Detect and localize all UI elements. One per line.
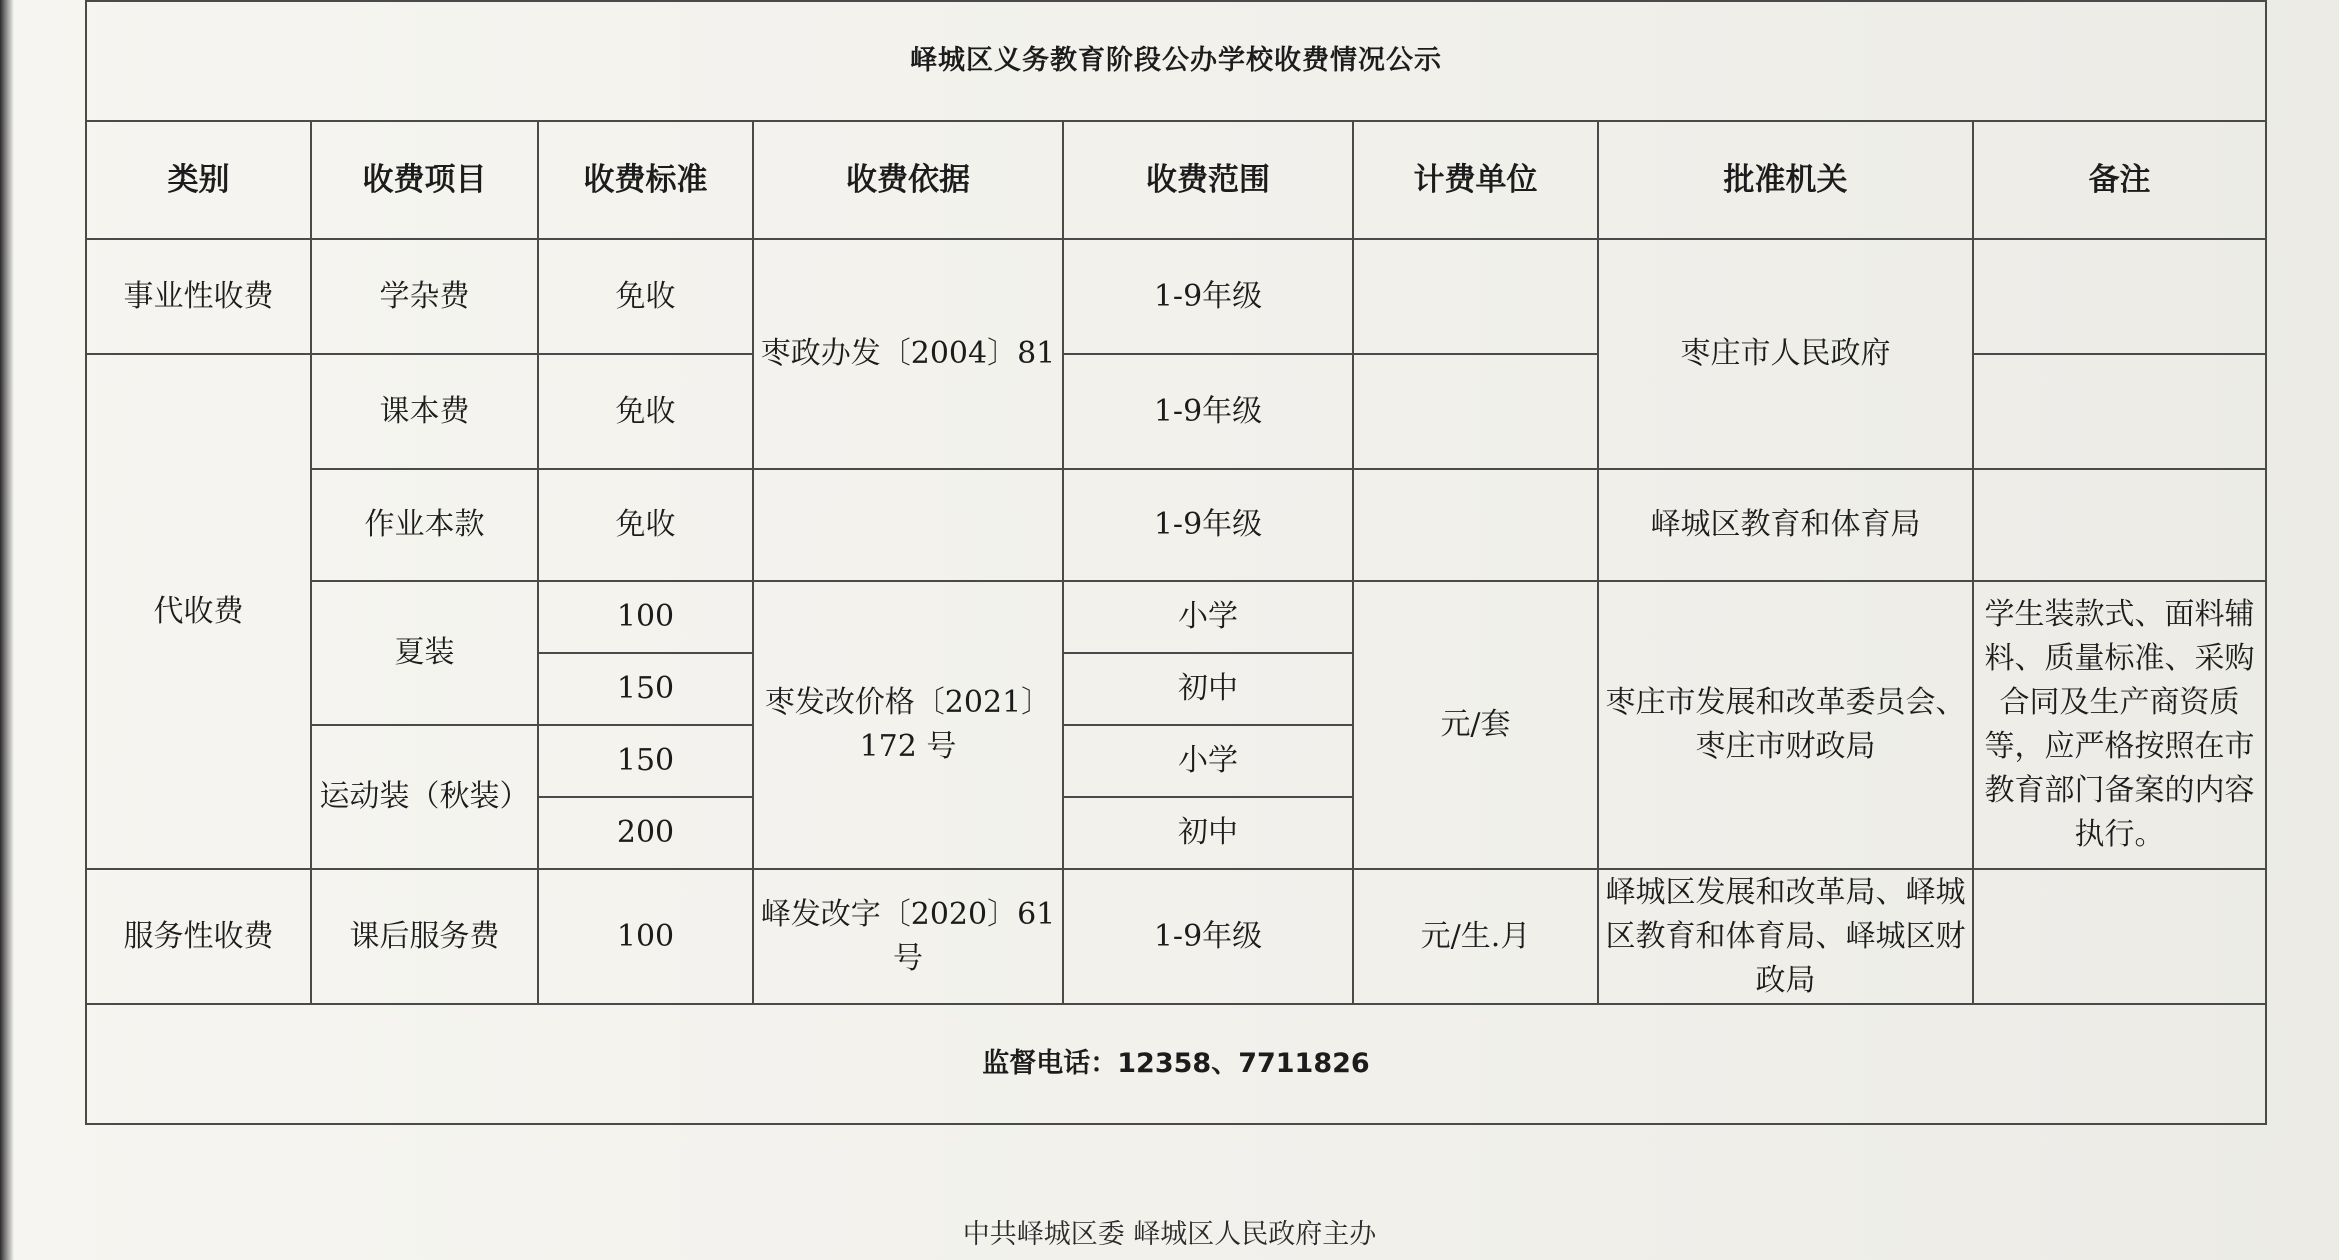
note-cell <box>1973 469 2266 581</box>
scope-cell: 1-9年级 <box>1063 354 1353 469</box>
unit-cell <box>1353 469 1598 581</box>
header-category: 类别 <box>86 121 311 239</box>
item-cell-sports-uniform: 运动装（秋装） <box>311 725 538 869</box>
unit-cell <box>1353 239 1598 354</box>
scope-cell: 1-9年级 <box>1063 469 1353 581</box>
scope-cell: 初中 <box>1063 797 1353 869</box>
authority-cell-uniform: 枣庄市发展和改革委员会、枣庄市财政局 <box>1598 581 1973 869</box>
standard-cell: 150 <box>538 653 753 725</box>
unit-cell: 元/生.月 <box>1353 869 1598 1004</box>
note-cell <box>1973 354 2266 469</box>
supervision-phone: 监督电话：12358、7711826 <box>86 1004 2266 1124</box>
item-cell-after-school: 课后服务费 <box>311 869 538 1004</box>
table-title: 峄城区义务教育阶段公办学校收费情况公示 <box>86 1 2266 121</box>
header-scope: 收费范围 <box>1063 121 1353 239</box>
standard-cell: 100 <box>538 581 753 653</box>
basis-cell-uniform: 枣发改价格〔2021〕 172 号 <box>753 581 1063 869</box>
header-item: 收费项目 <box>311 121 538 239</box>
scope-cell: 初中 <box>1063 653 1353 725</box>
standard-cell: 150 <box>538 725 753 797</box>
authority-cell: 枣庄市人民政府 <box>1598 239 1973 469</box>
note-cell <box>1973 239 2266 354</box>
note-cell <box>1973 869 2266 1004</box>
item-cell-summer-uniform: 夏装 <box>311 581 538 725</box>
header-unit: 计费单位 <box>1353 121 1598 239</box>
item-cell-textbook: 课本费 <box>311 354 538 469</box>
sponsor-line: 中共峄城区委 峄城区人民政府主办 <box>962 1219 1377 1250</box>
authority-cell: 峄城区发展和改革局、峄城区教育和体育局、峄城区财政局 <box>1598 869 1973 1004</box>
category-cell-service: 服务性收费 <box>86 869 311 1004</box>
note-cell-uniform: 学生装款式、面料辅料、质量标准、采购合同及生产商资质等，应严格按照在市教育部门备案的内容执行。 <box>1973 581 2266 869</box>
header-note: 备注 <box>1973 121 2266 239</box>
unit-cell-uniform: 元/套 <box>1353 581 1598 869</box>
scope-cell: 小学 <box>1063 581 1353 653</box>
basis-cell: 峄发改字〔2020〕61号 <box>753 869 1063 1004</box>
standard-cell: 200 <box>538 797 753 869</box>
unit-cell <box>1353 354 1598 469</box>
category-cell-business: 事业性收费 <box>86 239 311 354</box>
authority-cell: 峄城区教育和体育局 <box>1598 469 1973 581</box>
item-cell-workbook: 作业本款 <box>311 469 538 581</box>
standard-cell: 免收 <box>538 354 753 469</box>
category-cell-collection: 代收费 <box>86 354 311 869</box>
standard-cell: 100 <box>538 869 753 1004</box>
standard-cell: 免收 <box>538 239 753 354</box>
scope-cell: 1-9年级 <box>1063 869 1353 1004</box>
header-authority: 批准机关 <box>1598 121 1973 239</box>
basis-cell: 枣政办发〔2004〕81 <box>753 239 1063 469</box>
standard-cell: 免收 <box>538 469 753 581</box>
header-basis: 收费依据 <box>753 121 1063 239</box>
header-standard: 收费标准 <box>538 121 753 239</box>
scope-cell: 1-9年级 <box>1063 239 1353 354</box>
page-edge-shadow <box>0 0 14 1260</box>
item-cell-tuition: 学杂费 <box>311 239 538 354</box>
scope-cell: 小学 <box>1063 725 1353 797</box>
basis-cell <box>753 469 1063 581</box>
fee-disclosure-table <box>85 0 2267 1125</box>
